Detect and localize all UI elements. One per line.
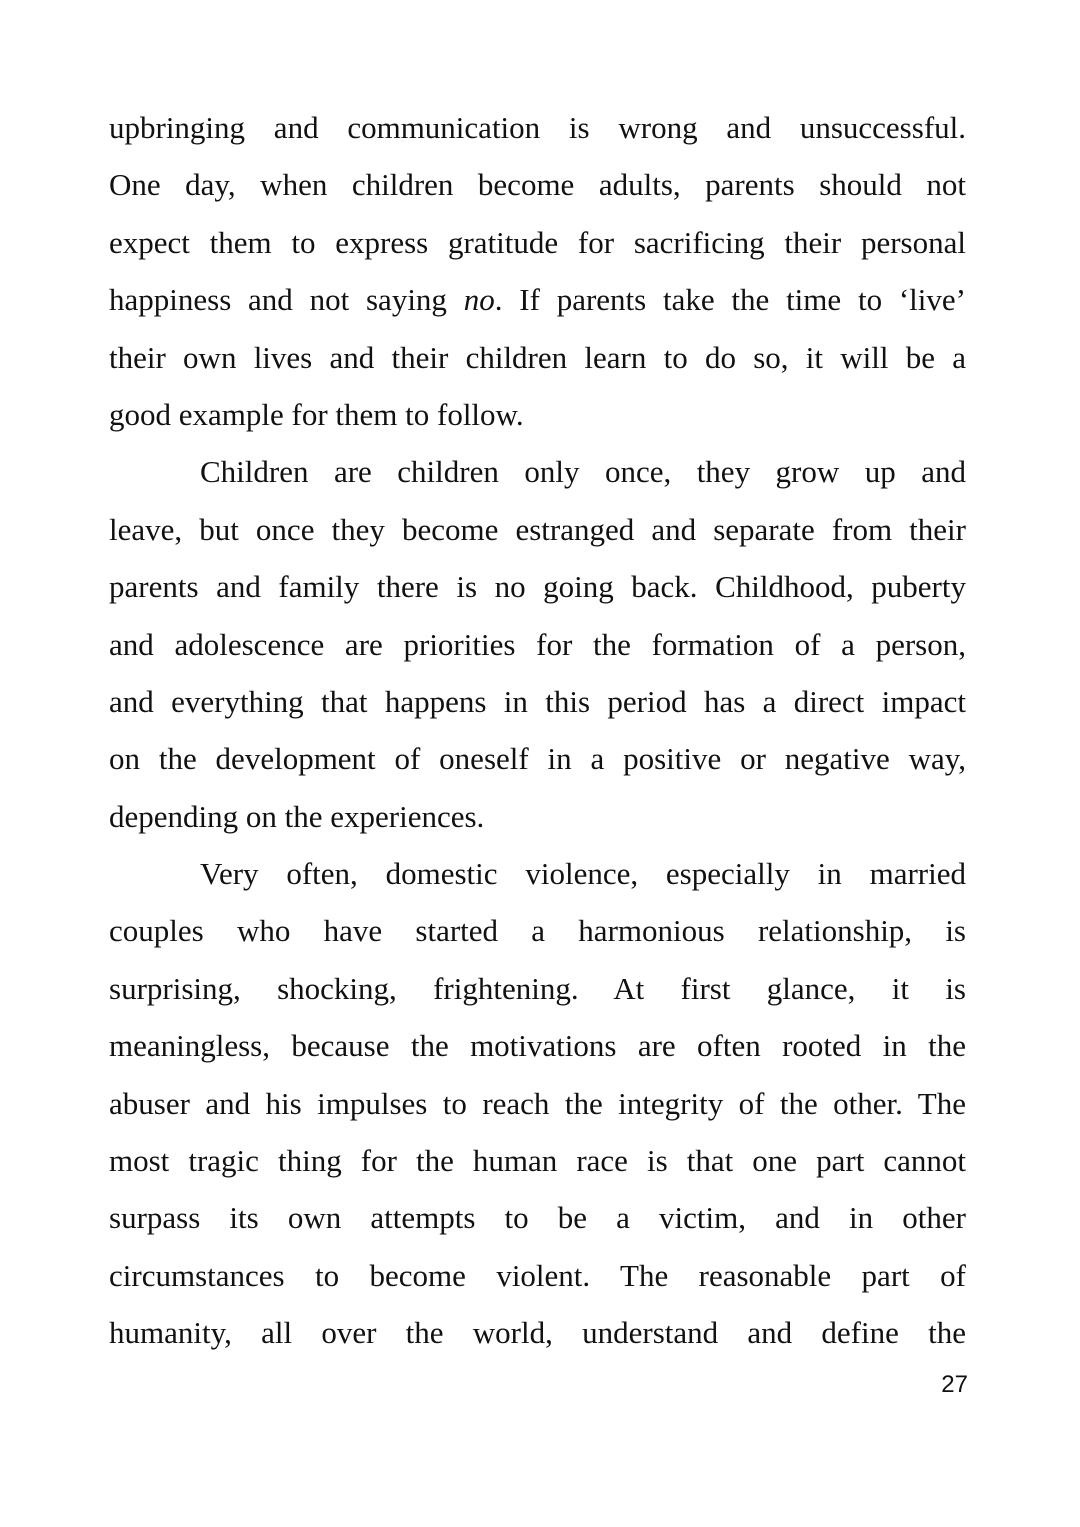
text-line: and everything that happens in this period has a direct impact — [109, 683, 966, 719]
text-line: Very often, domestic violence, especially in married — [200, 856, 966, 892]
text-line: good example for them to follow. — [109, 396, 524, 432]
text-line: most tragic thing for the human race is that one part cannot — [109, 1143, 966, 1179]
text-line: Children are children only once, they grow up and — [200, 454, 966, 490]
text-line: humanity, all over the world, understand and define the — [109, 1315, 966, 1351]
text-line: parents and family there is no going back. Childhood, puberty — [109, 569, 966, 605]
text-line: expect them to express gratitude for sacrificing their personal — [109, 224, 966, 260]
text-line: and adolescence are priorities for the formation of a person, — [109, 626, 966, 662]
text-line: abuser and his impulses to reach the integrity of the other. The — [109, 1085, 966, 1121]
text-line: depending on the experiences. — [109, 798, 485, 834]
text-line: on the development of oneself in a positive or negative way, — [109, 741, 966, 777]
text-segment: happiness and not saying — [109, 282, 464, 318]
text-line: surprising, shocking, frightening. At first glance, it is — [109, 970, 966, 1006]
text-line: circumstances to become violent. The reasonable part of — [109, 1257, 966, 1293]
text-line: upbringing and communication is wrong and unsuccessful. — [109, 110, 966, 145]
body-text — [109, 99, 966, 1362]
text-line: surpass its own attempts to be a victim, and in other — [109, 1200, 966, 1236]
text-line: One day, when children become adults, parents should not — [109, 167, 966, 203]
text-segment: . If parents take the time to ‘live’ — [494, 282, 966, 318]
text-line: couples who have started a harmonious relationship, is — [109, 913, 966, 949]
text-line — [109, 271, 966, 328]
page-number: 27 — [941, 1371, 968, 1398]
emphasized-word: no — [463, 282, 495, 318]
text-line: their own lives and their children learn to do so, it will be a — [109, 339, 966, 375]
text-line: meaningless, because the motivations are often rooted in the — [109, 1028, 966, 1064]
text-line: leave, but once they become estranged and separate from their — [109, 511, 966, 547]
